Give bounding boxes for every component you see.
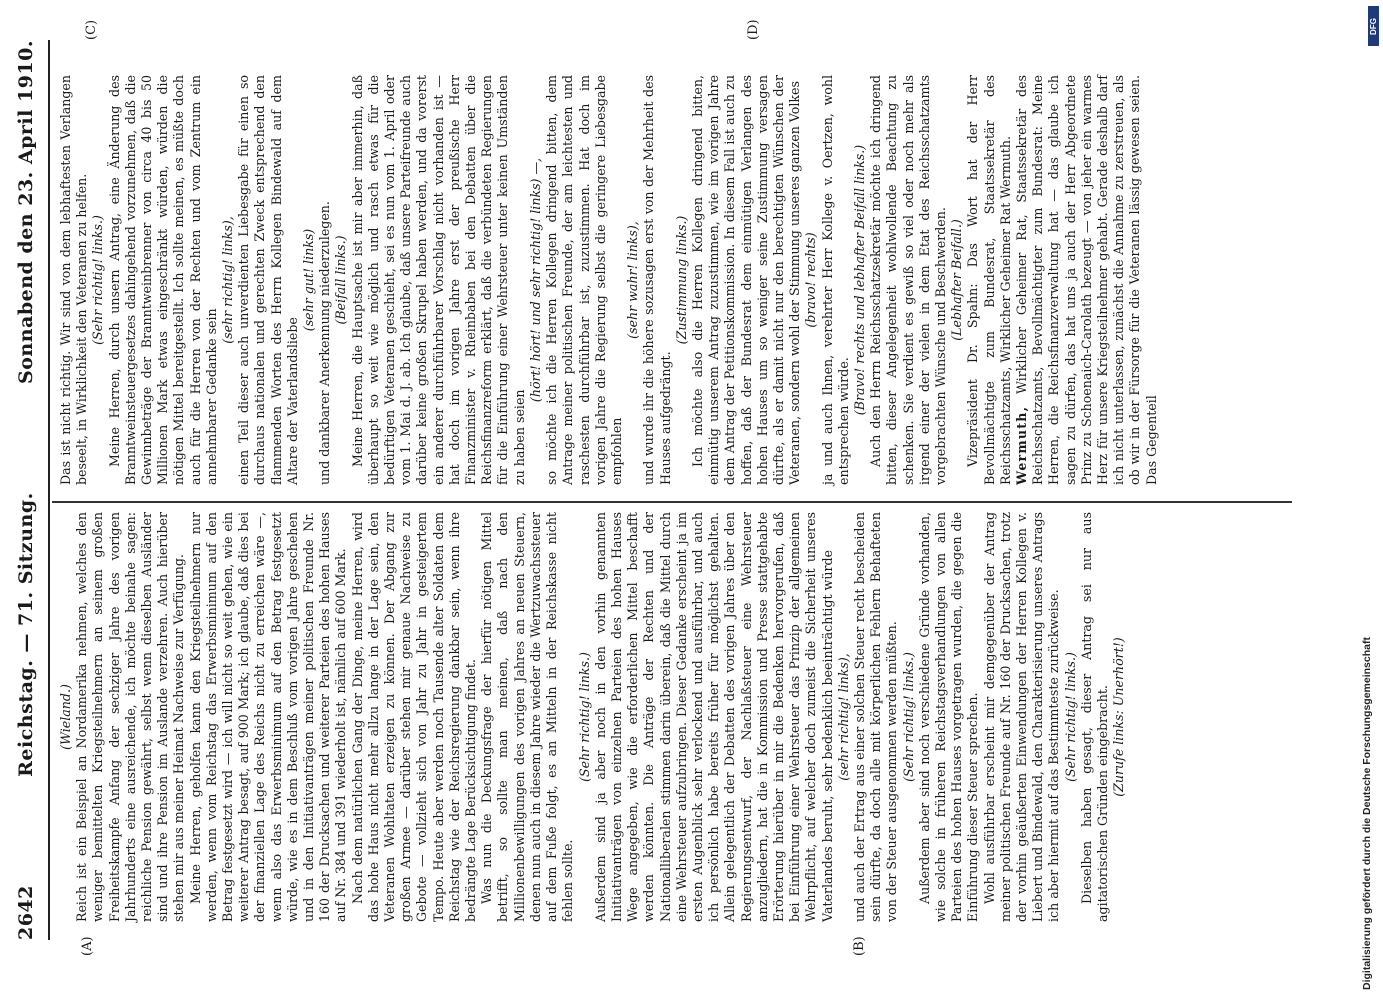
page-header — [6, 40, 46, 940]
interjection: (Bravo! rechts und lebhafter Beifall links.) — [851, 144, 867, 416]
paragraph: Außerdem aber sind noch verschiedene Gründe vorhanden, wie solche in früheren Reichstagsverhandlungen von allen Parteien des hohen Hauses vorgetragen wurden, die gegen die Einführung dieser Steuer sprechen. — [916, 512, 981, 922]
paragraph: Ich möchte also die Herren Kollegen dringend bitten, einmütig unserem Antrag zuzustimmen, wie im vorigen Jahre dem Antrag der Petitionskommission. In diesem Fall ist auch zu hoffen, daß der Bundesrat dem einmütigen Verlangen des hohen Hauses um so weniger seine Zustimmung versagen dürfte, als er damit nicht nur den berechtigten Wünschen der Veteranen, sondern wohl der Stimmung unseres ganzen Volkes — [689, 75, 803, 485]
paragraph: Reich ist ein Beispiel an Nordamerika nehmen, welches den weniger bemittelten Kriegsteilnehmern an seinem großen Freiheitskampfe Anfang der sechziger Jahre des vorigen Jahrhunderts eine ausreichende, ich möchte beinahe sagen: reichliche Pension gewährt, selbst wenn dieselben Ausländer sind und ihre Pension im Auslande verzehren. Auch hierüber stehen mir aus meiner Heimat Nachweise zur Verfügung. — [74, 512, 187, 922]
digitization-credit — [1355, 130, 1379, 990]
interjection: (bravo! rechts) — [803, 232, 819, 328]
margin-marker-d: (D) — [746, 19, 761, 40]
margin-marker-b: (B) — [852, 936, 867, 956]
interjection: (Wieland.) — [58, 684, 73, 750]
paragraph: und wurde ihr die höhere sozusagen erst von der Mehrheit des Hauses aufgedrängt. — [641, 75, 673, 485]
page-title: Reichstag. — 71. Sitzung. — [15, 492, 37, 777]
page-date: Sonnabend den 23. April 1910. — [15, 40, 37, 384]
paragraph: Was nun die Deckungsfrage der hierfür nötigen Mittel betrifft, so sollte man meinen, daß nach den Millionenbewilligungen des vorigen Jahres an neuen Steuern, denen nun auch in diesem Jahre wieder die Wertzuwachssteuer auf dem Fuße folgt, es an Mitteln in der Reichskasse nicht fehlen sollte. — [479, 512, 576, 922]
interjection: (Sehr richtig! links.) — [90, 215, 106, 345]
interjection: (sehr wahr! links), — [625, 221, 641, 339]
right-text-column — [58, 75, 1160, 485]
speaker-text: Wirklicher Geheimer Rat, Staatssekretär des Reichsschatzamts, Bevollmächtigter zum Bundesrat: Meine Herren, die Reichsfinanzverwaltung hat — das glaube ich sagen zu dürfen, das hat uns ja auch der Herr Abgeordnete Prinz zu Schoenaich-Carolath bezeugt — von jeher ein warmes Herz für unsere Kriegsteilnehmer gehabt. Gerade deshalb darf ich nicht unterlassen, zunächst die Annahme zu zerstreuen, als ob wir in der Fürsorge für die Veteranen lässig gewesen seien. Das Gegenteil — [1013, 75, 1159, 485]
paragraph: Meine Herren, die Hauptsache ist mir aber immerhin, daß überhaupt so weit wie möglich und rasch etwas für die bedürftigen Veteranen geschieht, sei es nun vom 1. April oder vom 1. Mai d. J. ab. Ich glaube, daß unsere Parteifreunde auch darüber keine großen Skrupel haben werden, und da vorerst ein anderer durchführbarer Vorschlag nicht vorhanden ist — hat doch im vorigen Jahre erst der preußische Herr Finanzminister v. Rheinbaben bei den Debatten über die Reichsfinanzreform erklärt, daß die verbündeten Regierungen für die Einführung einer Wehrsteuer unter keinen Umständen zu haben seien — [349, 75, 527, 485]
interjection: (Sehr richtig! links.) — [576, 652, 592, 782]
paragraph: Vizepräsident Dr. Spahn: Das Wort hat der Herr Bevollmächtigte zum Bundesrat, Staatssekretär des Reichsschatzamts, Wirklicher Geheimer Rat Wermuth. — [965, 75, 1013, 485]
speaker-name: Wermuth, — [1013, 405, 1029, 485]
interjection: (Zurufe links: Unerhört!) — [1111, 637, 1127, 797]
interjection: (Sehr richtig! links.) — [1062, 652, 1078, 782]
paragraph: Das ist nicht richtig. Wir sind von dem lebhaftesten Verlangen beseelt, in Wirklichkeit den Veteranen zu helfen. — [58, 75, 90, 485]
paragraph: Dieselben haben gesagt, dieser Antrag sei nur aus agitatorischen Gründen eingebracht. — [1078, 512, 1110, 922]
page-number: 2642 — [15, 885, 37, 940]
margin-marker-a: (A) — [80, 936, 95, 956]
interjection: (Zustimmung links.) — [673, 215, 689, 345]
paragraph: und dankbarer Anerkennung niederzulegen. — [317, 201, 333, 485]
interjection: (Lebhafter Beifall.) — [949, 219, 965, 341]
credit-text: Digitalisierung gefördert durch die Deutsche Forschungsgemeinschaft — [1361, 637, 1373, 990]
interjection: (Sehr richtig! links.) — [900, 652, 916, 782]
column-divider — [52, 501, 1292, 503]
interjection: (sehr gut! links) — [301, 228, 317, 332]
dfg-logo-text: DFG — [1369, 17, 1379, 35]
speaker-paragraph — [1014, 75, 1160, 485]
left-text-column — [58, 512, 1127, 922]
dfg-logo — [1368, 6, 1379, 46]
interjection: (sehr richtig! links), — [220, 216, 236, 344]
paragraph: so möchte ich die Herren Kollegen dringend bitten, dem Antrage meiner politischen Freunde, der am leichtesten und raschesten durchführbar ist, zuzustimmen. Hat doch im vorigen Jahre die Regierung selbst die geringere Liebesgabe empfohlen — [544, 75, 624, 485]
paragraph: Meine Herren, durch unsern Antrag, eine Änderung des Branntweinsteuergesetzes dahingehend vorzunehmen, daß die Gewinnbeträge der Branntweinbrenner von circa 40 bis 50 Millionen Mark etwas eingeschränkt würden, würden die nötigen Mittel bereitgestellt. Ich sollte meinen, es müßte doch auch für die Herren von der Rechten und vom Zentrum ein annehmbarer Gedanke sein — [106, 75, 219, 485]
interjection: (hört! hört! und sehr richtig! links) —, — [527, 157, 543, 403]
paragraph: Außerdem sind ja aber noch in den vorhin genannten Initiativanträgen von einzelnen Parteien des hohen Hauses Wege angegeben, wie die erforderlichen Mittel beschafft werden könnten. Die Anträge der Rechten und der Nationalliberalen stimmen darin überein, daß die Mittel durch eine Wehrsteuer aufzubringen. Dieser Gedanke erscheint ja im ersten Augenblick sehr verlockend und ausführbar, und auch ich persönlich habe bereits früher für möglichst gehalten. Allein gelegentlich der Debatten des vorigen Jahres über den Regierungsentwurf, der Nachlaßsteuer eine Wehrsteuer anzugliedern, hat die in Kommission und Presse stattgehabte Erörterung hierüber in mir die Bedenken hervorgerufen, daß bei Einführung einer Wehrsteuer das Prinzip der allgemeinen Wehrpflicht, auf welcher doch zumeist die Sicherheit unseres Vaterlandes beruht, sehr bedenklich beeinträchtigt würde — [592, 512, 835, 922]
margin-marker-c: (C) — [84, 19, 99, 40]
paragraph: Nach dem natürlichen Gang der Dinge, meine Herren, wird das hohe Haus nicht mehr allzu lange in der Lage sein, den Veteranen Wohltaten erzeigen zu können. Der Abgang zur großen Armee — darüber stehen mir genaue Nachweise zu Gebote — vollzieht sich von Jahr zu Jahr in gesteigertem Tempo. Heute aber werden noch Tausende alter Soldaten dem Reichstag wie der Reichsregierung dankbar sein, wenn ihre bedrängte Lage Berücksichtigung findet. — [349, 512, 479, 922]
header-divider — [48, 40, 50, 940]
paragraph: Auch den Herrn Reichsschatzsekretär möchte ich dringend bitten, dieser Angelegenheit wohlwollende Beachtung zu schenken. Sie verdient es gewiß so viel oder noch mehr als irgend einer der vielen in dem Etat des Reichsschatzamts vorgebrachten Wünsche und Beschwerden. — [868, 75, 948, 485]
interjection: (sehr richtig! links), — [835, 653, 851, 781]
paragraph: Wohl ausführbar erscheint mir demgegenüber der Antrag meiner politischen Freunde auf Nr. 160 der Drucksachen, trotz der vorhin geäußerten Einwendungen der Herren Kollegen v. Liebert und Bindewald, den Charakterisierung unseres Antrags ich aber hiermit auf das Bestimmteste zurückweise. — [981, 512, 1062, 922]
interjection: (Beifall links.) — [333, 235, 349, 325]
paragraph: ja und auch Ihnen, verehrter Herr Kollege v. Oertzen, wohl entsprechen würde. — [819, 75, 851, 485]
paragraph: und auch der Ertrag aus einer solchen Steuer recht bescheiden sein dürfte, da doch alle mit körperlichen Fehlern Behafteten von der Steuer ausgenommen werden müßten. — [851, 512, 900, 922]
paragraph: einen Teil dieser auch unverdienten Liebesgabe für einen so durchaus nationalen und gerechten Zweck entsprechend den flammenden Worten des Herrn Kollegen Bindewald auf dem Altare der Vaterlandsliebe — [236, 75, 300, 485]
paragraph: Meine Herren, geholfen kann den Kriegsteilnehmern nur werden, wenn vom Reichstag das Erwerbsminimum auf den Betrag festgesetzt wird — ich will nicht so weit gehen, wie ein weiterer Antrag besagt, auf 900 Mark; ich glaube, daß dies bei der finanziellen Lage des Reichs nicht zu erreichen wäre —, wenn also das Erwerbsminimum auf den Betrag festgesetzt würde, wie es in dem Beschluß vom vorigen Jahre geschehen und in den Initiativanträgen meiner politischen Freunde Nr. 160 der Drucksachen und weiterer Parteien des hohen Hauses auf Nr. 384 und 391 wiederholt ist, nämlich auf 600 Mark. — [187, 512, 349, 922]
